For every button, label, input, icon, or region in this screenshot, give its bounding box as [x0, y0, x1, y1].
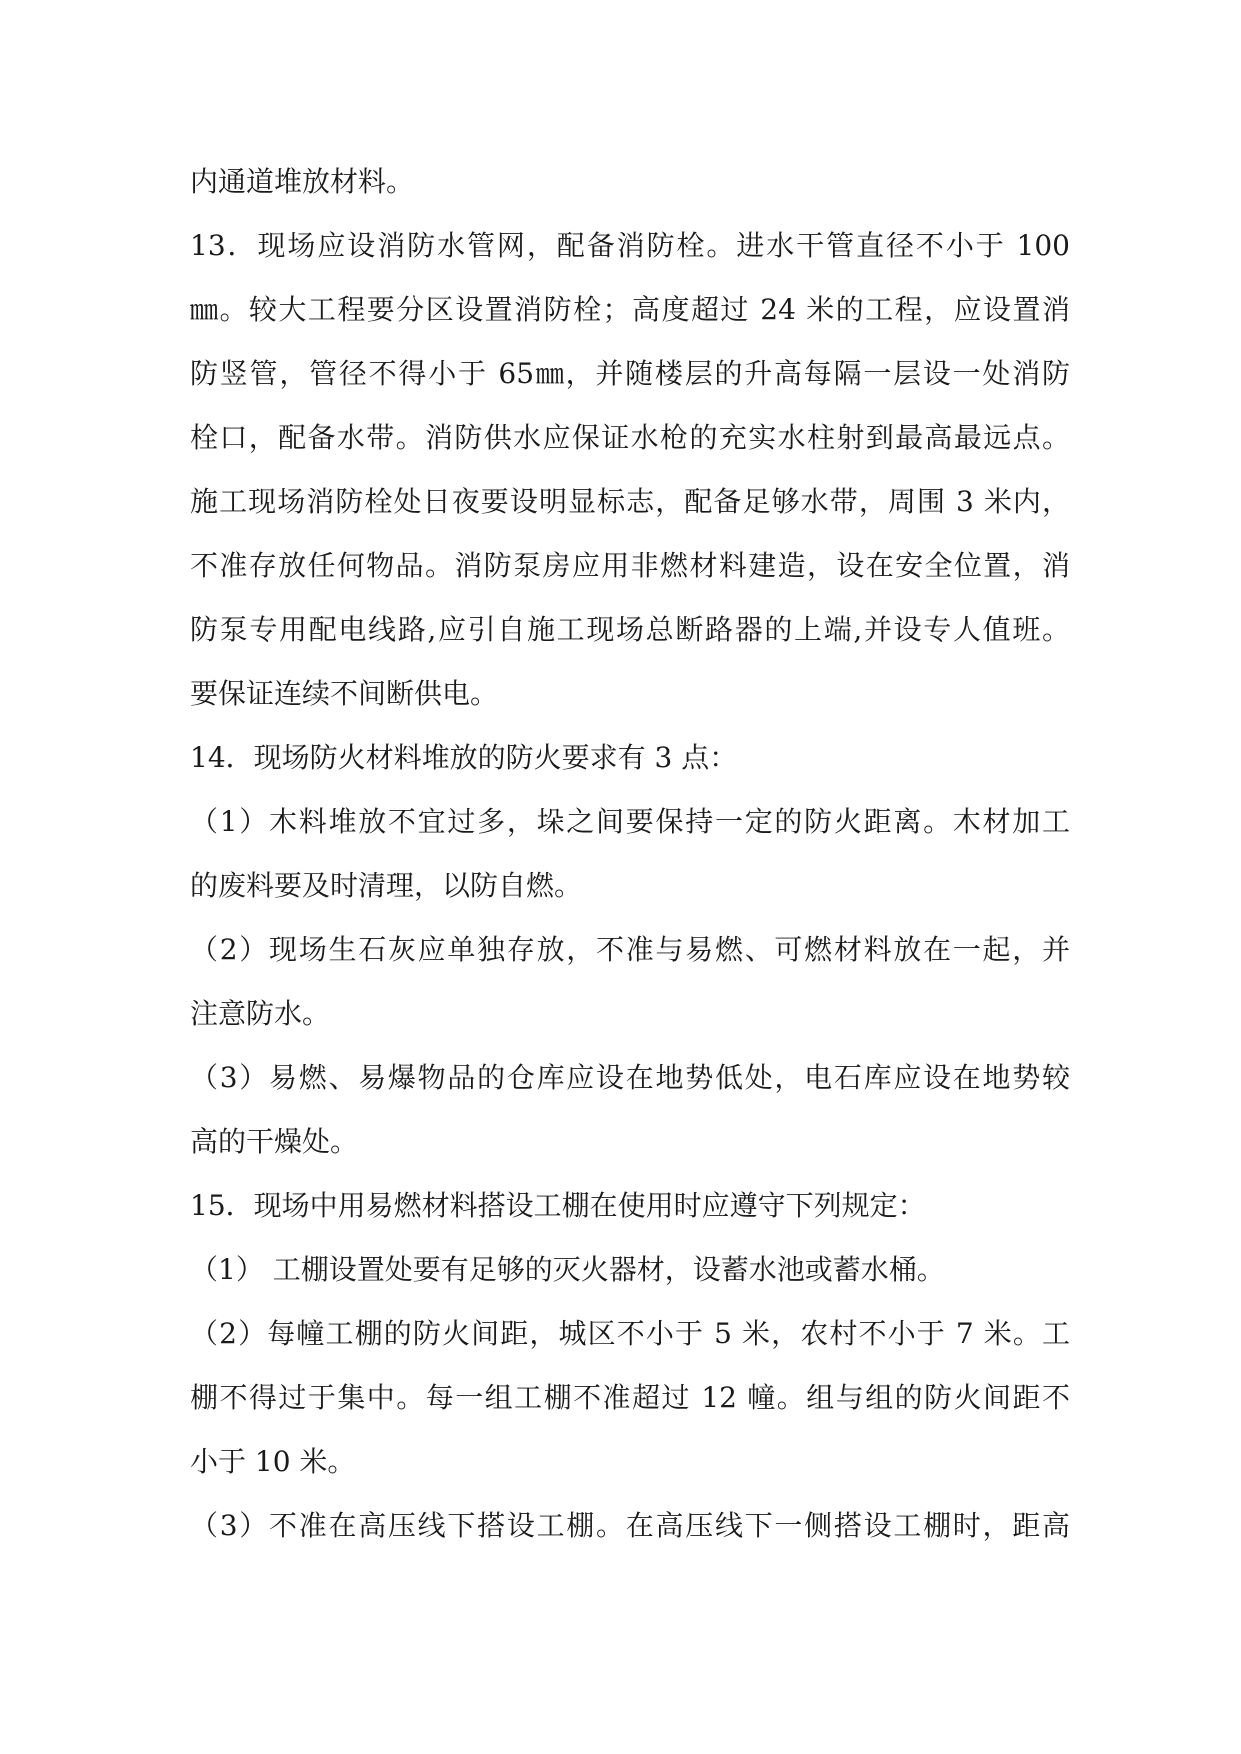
text-line: 不准存放任何物品。消防泵房应用非燃材料建造，设在安全位置，消 [190, 549, 1070, 582]
text-line: （3）易燃、易爆物品的仓库应设在地势低处，电石库应设在地势较 [190, 1061, 1070, 1094]
text-line: 13．现场应设消防水管网，配备消防栓。进水干管直径不小于 100 [190, 229, 1070, 262]
text-line: 注意防水。 [190, 997, 331, 1030]
text-line: 棚不得过于集中。每一组工棚不准超过 12 幢。组与组的防火间距不 [190, 1381, 1070, 1414]
text-line: （3）不准在高压线下搭设工棚。在高压线下一侧搭设工棚时，距高 [190, 1509, 1070, 1542]
text-line: 施工现场消防栓处日夜要设明显标志，配备足够水带，周围 3 米内， [190, 485, 1070, 518]
text-line: （1） 工棚设置处要有足够的灭火器材，设蓄水池或蓄水桶。 [190, 1253, 945, 1286]
text-line: 小于 10 米。 [190, 1445, 356, 1478]
section-heading: 14．现场防火材料堆放的防火要求有 3 点： [190, 741, 738, 774]
text-line: 高的干燥处。 [190, 1125, 359, 1158]
text-line: ㎜。较大工程要分区设置消防栓；高度超过 24 米的工程，应设置消 [190, 293, 1070, 326]
text-line: （1）木料堆放不宜过多，垛之间要保持一定的防火距离。木材加工 [190, 805, 1070, 838]
text-line: 的废料要及时清理，以防自燃。 [190, 869, 583, 902]
text-line: 防泵专用配电线路,应引自施工现场总断路器的上端,并设专人值班。 [190, 613, 1070, 646]
text-line: 内通道堆放材料。 [190, 165, 415, 198]
text-line: （2）现场生石灰应单独存放，不准与易燃、可燃材料放在一起，并 [190, 933, 1070, 966]
text-line: 栓口，配备水带。消防供水应保证水枪的充实水柱射到最高最远点。 [190, 421, 1070, 454]
section-heading: 15．现场中用易燃材料搭设工棚在使用时应遵守下列规定： [190, 1189, 926, 1222]
text-line: 防竖管，管径不得小于 65㎜，并随楼层的升高每隔一层设一处消防 [190, 357, 1070, 390]
text-line: 要保证连续不间断供电。 [190, 677, 499, 710]
text-line: （2）每幢工棚的防火间距，城区不小于 5 米，农村不小于 7 米。工 [190, 1317, 1070, 1350]
